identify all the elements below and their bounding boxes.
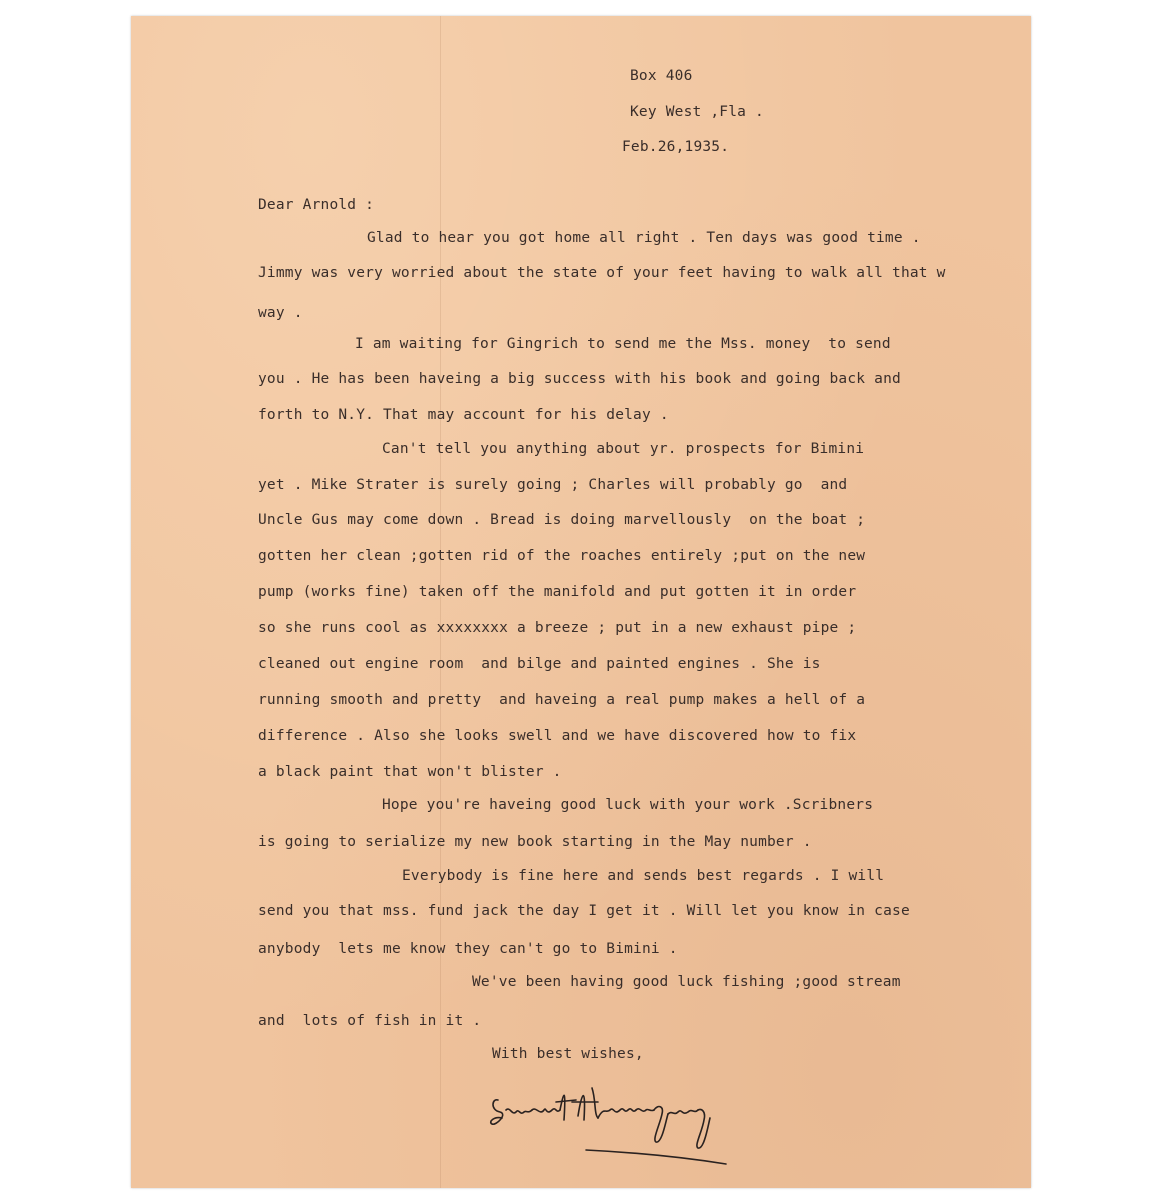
body-line: pump (works fine) taken off the manifold and put gotten it in order	[258, 584, 857, 600]
body-line: you . He has been haveing a big success with his book and going back and	[258, 371, 901, 387]
handwritten-signature	[486, 1080, 746, 1175]
body-line: Glad to hear you got home all right . Ten days was good time .	[367, 230, 921, 246]
body-line: cleaned out engine room and bilge and painted engines . She is	[258, 656, 821, 672]
address-line-city: Key West ,Fla .	[630, 104, 764, 120]
body-line: difference . Also she looks swell and we have discovered how to fix	[258, 728, 857, 744]
salutation: Dear Arnold :	[258, 197, 375, 213]
address-line-box: Box 406	[630, 68, 693, 84]
body-line: Uncle Gus may come down . Bread is doing marvellously on the boat ;	[258, 512, 866, 528]
body-line: and lots of fish in it .	[258, 1013, 482, 1029]
body-line: send you that mss. fund jack the day I get it . Will let you know in case	[258, 903, 910, 919]
body-line: Everybody is fine here and sends best regards . I will	[402, 868, 885, 884]
body-line: is going to serialize my new book starting in the May number .	[258, 834, 812, 850]
body-line: so she runs cool as xxxxxxxx a breeze ; put in a new exhaust pipe ;	[258, 620, 857, 636]
body-line: yet . Mike Strater is surely going ; Charles will probably go and	[258, 477, 848, 493]
body-line: a black paint that won't blister .	[258, 764, 562, 780]
body-line: I am waiting for Gingrich to send me the Mss. money to send	[355, 336, 891, 352]
body-line: way .	[258, 305, 303, 321]
letter-date: Feb.26,1935.	[622, 139, 730, 155]
body-line: anybody lets me know they can't go to Bimini .	[258, 941, 678, 957]
closing: With best wishes,	[492, 1046, 644, 1062]
body-line: Can't tell you anything about yr. prospects for Bimini	[382, 441, 865, 457]
body-line: We've been having good luck fishing ;good stream	[472, 974, 901, 990]
body-line: forth to N.Y. That may account for his delay .	[258, 407, 669, 423]
body-line: gotten her clean ;gotten rid of the roaches entirely ;put on the new	[258, 548, 866, 564]
body-line: running smooth and pretty and haveing a real pump makes a hell of a	[258, 692, 866, 708]
body-line: Hope you're haveing good luck with your work .Scribners	[382, 797, 874, 813]
body-line: Jimmy was very worried about the state of your feet having to walk all that w	[258, 265, 946, 281]
